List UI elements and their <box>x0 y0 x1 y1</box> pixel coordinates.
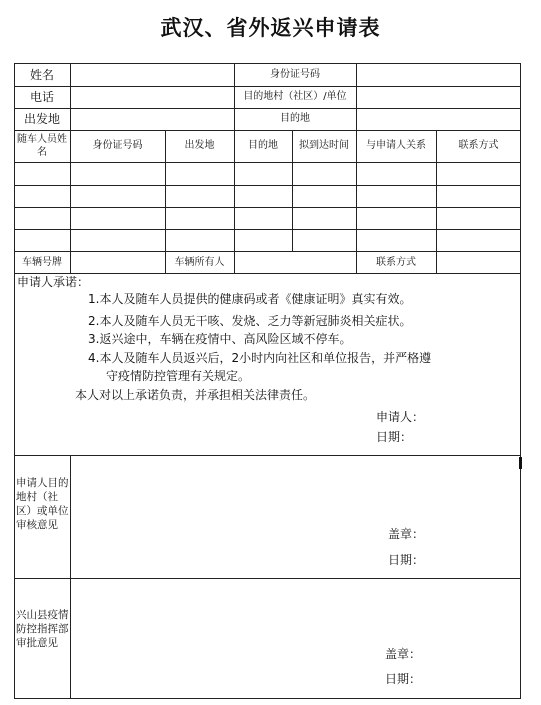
phone-label: 电话 <box>29 90 54 104</box>
village-review-area[interactable] <box>72 457 519 577</box>
pledge-item: 2.本人及随车人员无干咳、发烧、乏力等新冠肺炎相关症状。 <box>88 314 412 328</box>
companion-id-header: 身份证号码 <box>92 140 143 151</box>
pledge-item: 3.返兴途中，车辆在疫情中、高风险区域不停车。 <box>88 332 352 346</box>
hq-review-label: 兴山县疫情防控指挥部审批意见 <box>16 609 69 649</box>
companion-destination-header: 目的地 <box>248 140 278 151</box>
companion-relation-header: 与申请人关系 <box>366 140 426 151</box>
village-review-label: 申请人目的地村（社区）或单位审核意见 <box>16 477 69 531</box>
village-date-label: 日期： <box>388 553 425 567</box>
applicant-date-label: 日期： <box>376 430 413 444</box>
hq-review-area[interactable] <box>72 580 519 698</box>
pledge-heading: 申请人承诺： <box>17 275 90 289</box>
village-seal-label: 盖章： <box>388 527 425 541</box>
name-label: 姓名 <box>29 68 54 82</box>
vehicle-plate-label: 车辆号牌 <box>22 257 62 268</box>
destination-village-label: 目的地村（社区）/单位 <box>243 91 347 102</box>
id-number-field[interactable] <box>358 65 519 85</box>
pledge-item: 4.本人及随车人员返兴后，2小时内向社区和单位报告，并严格遵 <box>88 351 432 365</box>
vehicle-owner-label: 车辆所有人 <box>174 257 225 268</box>
pledge-item: 1.本人及随车人员提供的健康码或者《健康证明》真实有效。 <box>88 292 412 306</box>
pledge-closing: 本人对以上承诺负责，并承担相关法律责任。 <box>75 388 316 402</box>
id-number-label: 身份证号码 <box>270 69 320 80</box>
form-title: 武汉、省外返兴申请表 <box>160 15 381 40</box>
border-mark <box>519 457 522 469</box>
companion-row[interactable] <box>14 208 521 229</box>
departure-field[interactable] <box>72 110 232 129</box>
destination-label: 目的地 <box>280 113 310 124</box>
companion-row[interactable] <box>14 186 521 207</box>
companion-contact-header: 联系方式 <box>458 140 499 151</box>
companion-row[interactable] <box>14 230 521 251</box>
hq-date-label: 日期： <box>385 672 422 686</box>
companion-name-header: 随车人员姓名 <box>17 134 67 158</box>
applicant-signature-label: 申请人： <box>376 410 425 424</box>
hq-seal-label: 盖章： <box>385 647 422 661</box>
destination-field[interactable] <box>358 110 519 129</box>
companion-arrival-header: 拟到达时间 <box>299 140 349 151</box>
vehicle-plate-field[interactable] <box>72 253 164 272</box>
departure-label: 出发地 <box>23 112 60 126</box>
destination-village-field[interactable] <box>358 88 519 107</box>
companion-row[interactable] <box>14 163 521 185</box>
name-field[interactable] <box>72 65 232 85</box>
vehicle-contact-field[interactable] <box>438 253 520 272</box>
vehicle-contact-label: 联系方式 <box>376 257 416 268</box>
companion-departure-header: 出发地 <box>184 140 215 151</box>
pledge-item: 守疫情防控管理有关规定。 <box>106 369 251 383</box>
phone-field[interactable] <box>72 88 232 107</box>
vehicle-owner-field[interactable] <box>236 253 355 272</box>
